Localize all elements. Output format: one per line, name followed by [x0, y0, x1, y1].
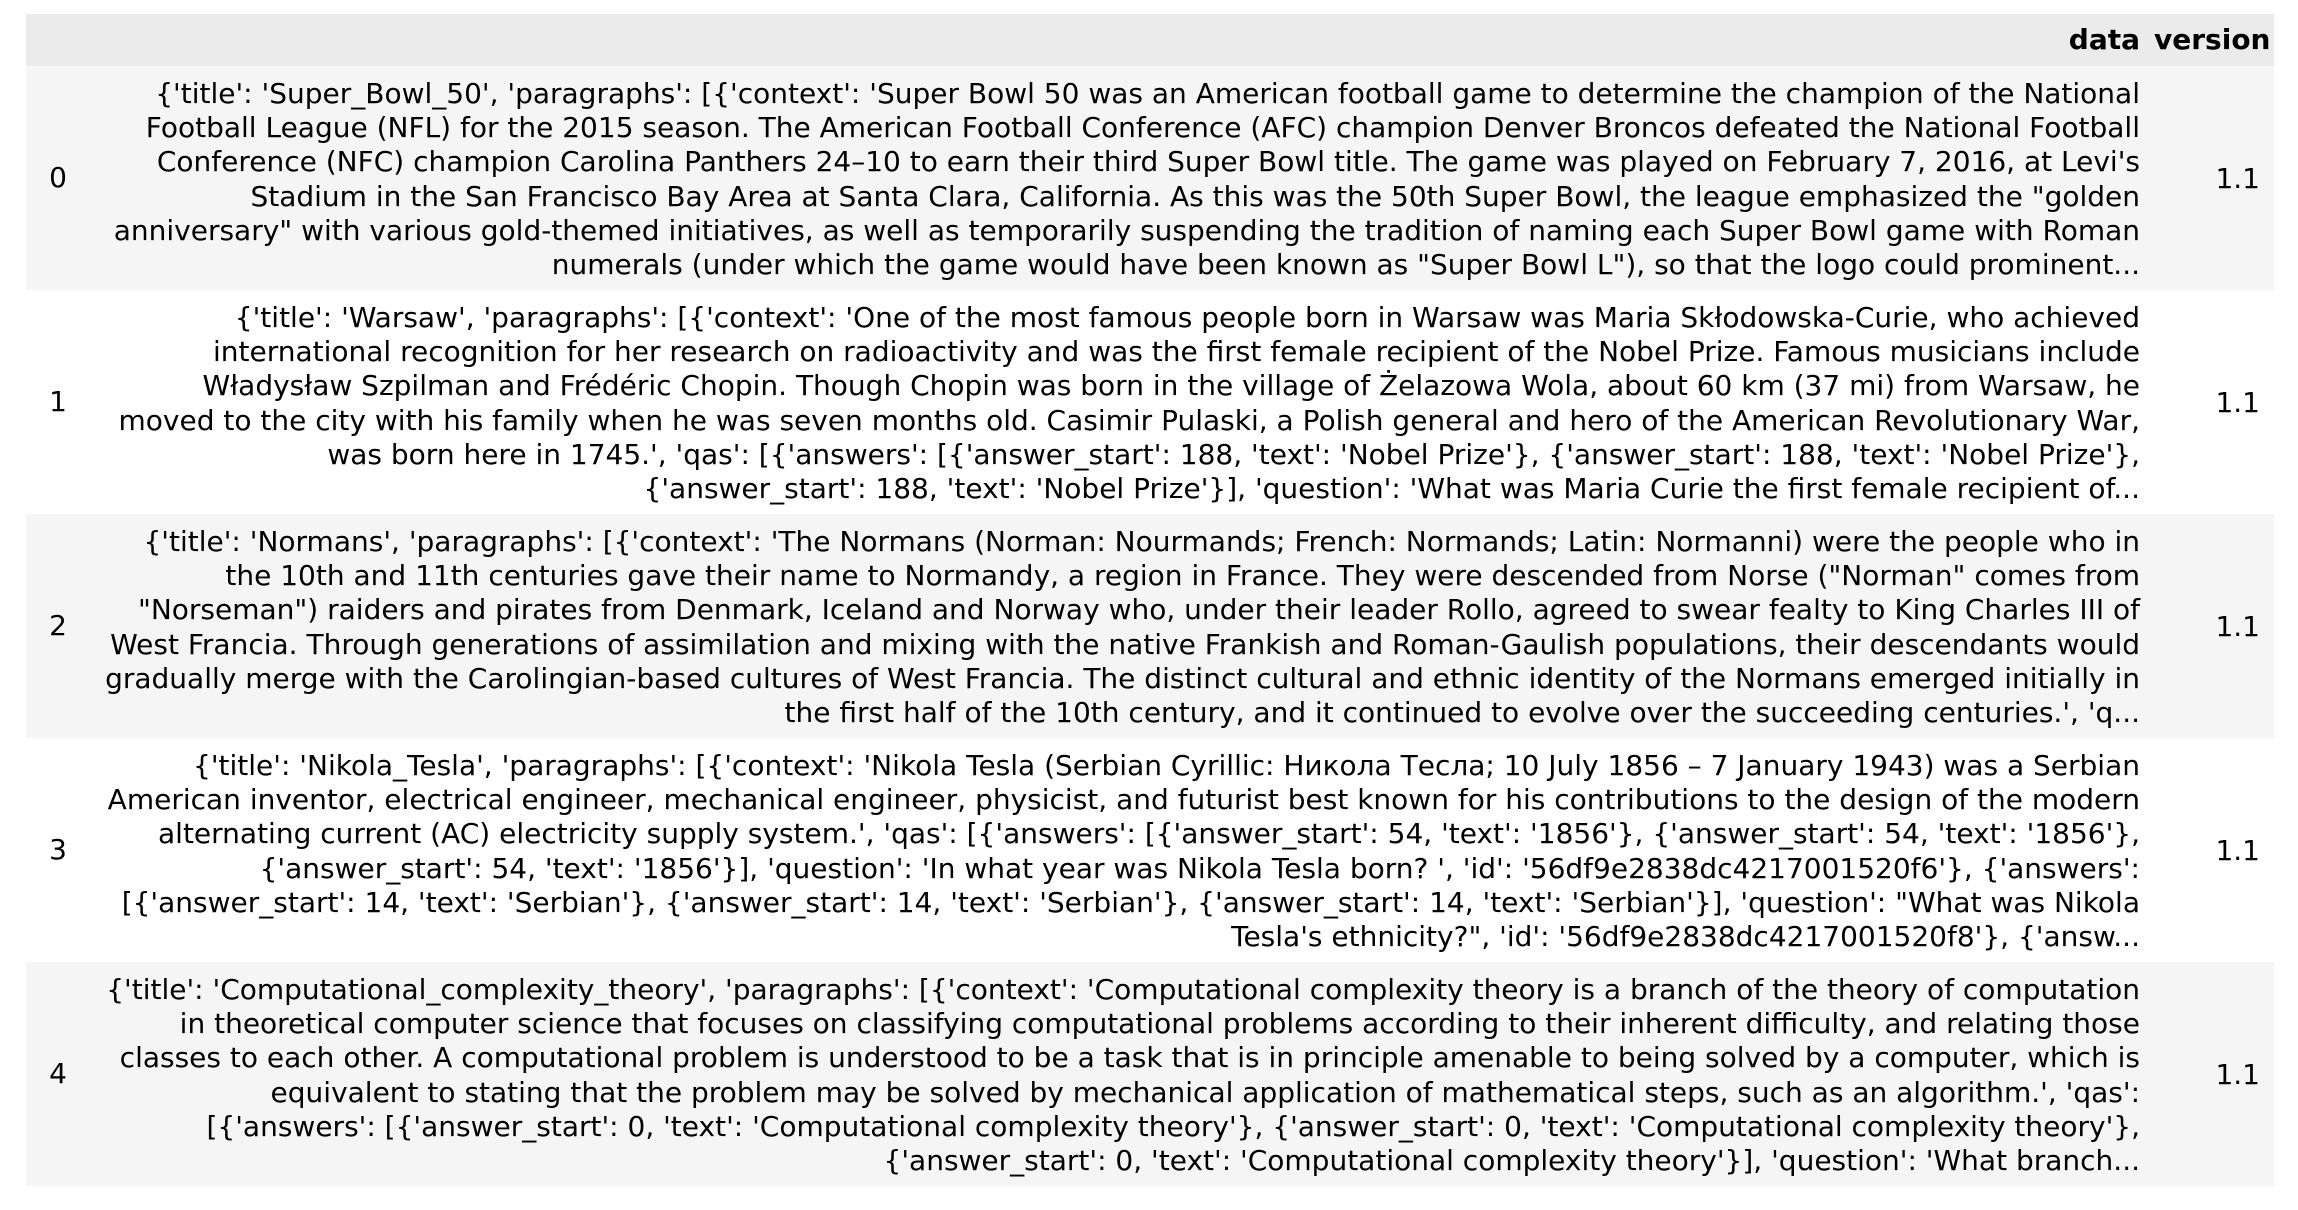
- table-row: [26, 514, 2274, 738]
- table-row: [26, 738, 2274, 962]
- table-row: [26, 66, 2274, 290]
- column-header-version: version: [2154, 14, 2274, 66]
- data-cell: {'title': 'Nikola_Tesla', 'paragraphs': [{'context': 'Nikola Tesla (Serbian Cyrillic: Никола Тесла; 10 July 1856 – 7 January 1943) was a Serbian American inventor, electrical engineer, mechanical engineer, physicist, and futurist best known for his contributions to the design of the modern alternating current (AC) electricity supply system.', 'qas': [{'answers': [{'answer_start': 54, 'text': '1856'}, {'answer_start': 54, 'text': '1856'}, {'answer_start': 54, 'text': '1856'}], 'question': 'In what year was Nikola Tesla born? ', 'id': '56df9e2838dc4217001520f6'}, {'answers': [{'answer_start': 14, 'text': 'Serbian'}, {'answer_start': 14, 'text': 'Serbian'}, {'answer_start': 14, 'text': 'Serbian'}], 'question': "What was Nikola Tesla's ethnicity?", 'id': '56df9e2838dc4217001520f8'}, {'answ...: [90, 738, 2154, 962]
- data-cell: {'title': 'Computational_complexity_theory', 'paragraphs': [{'context': 'Computational complexity theory is a branch of the theory of computation in theoretical computer science that focuses on classifying computational problems according to their inherent difficulty, and relating those classes to each other. A computational problem is understood to be a task that is in principle amenable to being solved by a computer, which is equivalent to stating that the problem may be solved by mechanical application of mathematical steps, such as an algorithm.', 'qas': [{'answers': [{'answer_start': 0, 'text': 'Computational complexity theory'}, {'answer_start': 0, 'text': 'Computational complexity theory'}, {'answer_start': 0, 'text': 'Computational complexity theory'}], 'question': 'What branch...: [90, 962, 2154, 1186]
- data-cell: {'title': 'Warsaw', 'paragraphs': [{'context': 'One of the most famous people born in Warsaw was Maria Skłodowska-Curie, who achieved international recognition for her research on radioactivity and was the first female recipient of the Nobel Prize. Famous musicians include Władysław Szpilman and Frédéric Chopin. Though Chopin was born in the village of Żelazowa Wola, about 60 km (37 mi) from Warsaw, he moved to the city with his family when he was seven months old. Casimir Pulaski, a Polish general and hero of the American Revolutionary War, was born here in 1745.', 'qas': [{'answers': [{'answer_start': 188, 'text': 'Nobel Prize'}, {'answer_start': 188, 'text': 'Nobel Prize'}, {'answer_start': 188, 'text': 'Nobel Prize'}], 'question': 'What was Maria Curie the first female recipient of...: [90, 290, 2154, 514]
- table-row: [26, 962, 2274, 1186]
- dataframe-container: [26, 14, 2274, 1186]
- row-index: 4: [26, 962, 90, 1186]
- column-header-data: data: [90, 14, 2154, 66]
- dataframe-table: [26, 14, 2274, 1186]
- index-header: [26, 14, 90, 66]
- table-row: [26, 290, 2274, 514]
- version-cell: 1.1: [2154, 962, 2274, 1186]
- row-index: 2: [26, 514, 90, 738]
- row-index: 0: [26, 66, 90, 290]
- version-cell: 1.1: [2154, 290, 2274, 514]
- version-cell: 1.1: [2154, 66, 2274, 290]
- data-cell: {'title': 'Super_Bowl_50', 'paragraphs': [{'context': 'Super Bowl 50 was an American football game to determine the champion of the National Football League (NFL) for the 2015 season. The American Football Conference (AFC) champion Denver Broncos defeated the National Football Conference (NFC) champion Carolina Panthers 24–10 to earn their third Super Bowl title. The game was played on February 7, 2016, at Levi's Stadium in the San Francisco Bay Area at Santa Clara, California. As this was the 50th Super Bowl, the league emphasized the "golden anniversary" with various gold-themed initiatives, as well as temporarily suspending the tradition of naming each Super Bowl game with Roman numerals (under which the game would have been known as "Super Bowl L"), so that the logo could prominent...: [90, 66, 2154, 290]
- version-cell: 1.1: [2154, 738, 2274, 962]
- row-index: 1: [26, 290, 90, 514]
- version-cell: 1.1: [2154, 514, 2274, 738]
- data-cell: {'title': 'Normans', 'paragraphs': [{'context': 'The Normans (Norman: Nourmands; French: Normands; Latin: Normanni) were the people who in the 10th and 11th centuries gave their name to Normandy, a region in France. They were descended from Norse ("Norman" comes from "Norseman") raiders and pirates from Denmark, Iceland and Norway who, under their leader Rollo, agreed to swear fealty to King Charles III of West Francia. Through generations of assimilation and mixing with the native Frankish and Roman-Gaulish populations, their descendants would gradually merge with the Carolingian-based cultures of West Francia. The distinct cultural and ethnic identity of the Normans emerged initially in the first half of the 10th century, and it continued to evolve over the succeeding centuries.', 'q...: [90, 514, 2154, 738]
- header-row: [26, 14, 2274, 66]
- row-index: 3: [26, 738, 90, 962]
